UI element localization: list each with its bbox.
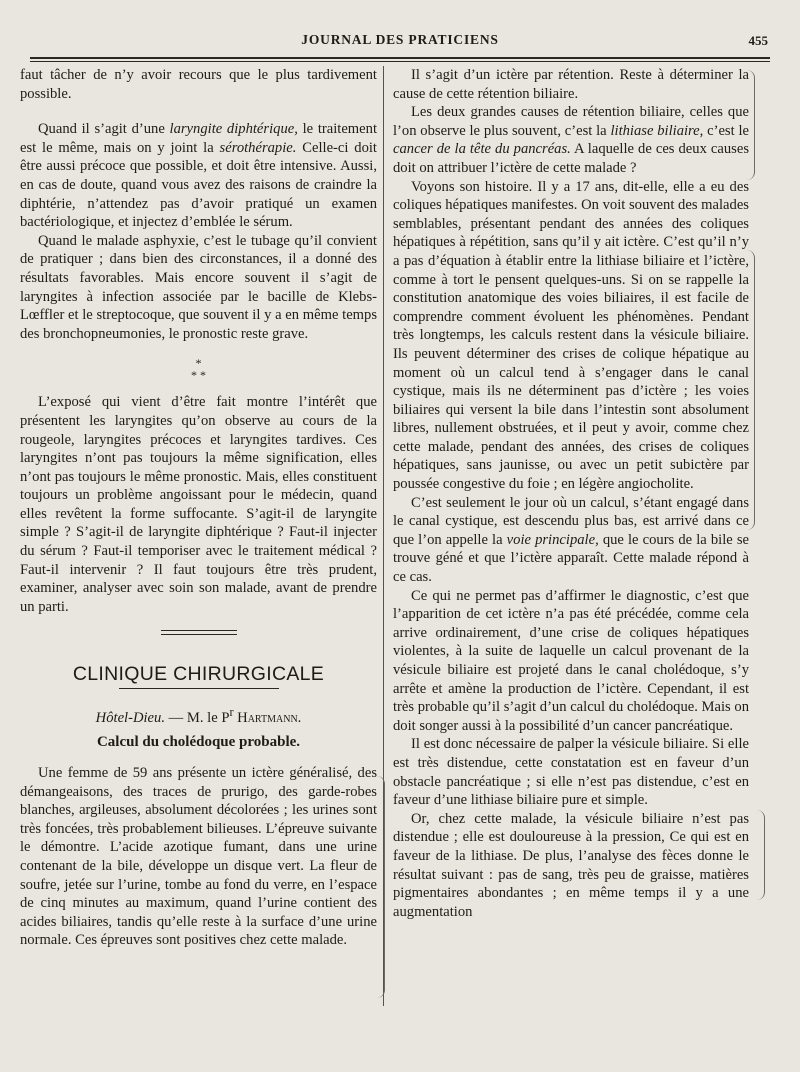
title-rule [119,688,279,689]
right-column [393,66,749,921]
italic-term: sérothérapie. [219,139,297,156]
asterism-separator [20,357,377,381]
text-run: C’est seulement le jour où un calcul, s’étant engagé dans le canal cystique, est descendu plus bas, est arrivé dans ce que l’on appelle la [393,494,749,548]
left-column [20,66,377,950]
paragraph: Il est donc nécessaire de palper la vésicule biliaire. Si elle est très distendue, cette constatation est en faveur d’un obstacle pancréatique ; si elle n’est pas distendue, c’est en faveur d’une lithiase biliaire pure et simple. [393,736,749,809]
pencil-margin-mark [752,810,765,900]
running-head: JOURNAL DES PRATICIENS [301,32,499,47]
pencil-margin-mark [372,776,385,998]
section-title: CLINIQUE CHIRURGICALE [72,663,325,686]
paragraph: faut tâcher de n’y avoir recours que le plus tardivement possible. [20,67,377,102]
text-run: que le cours de la bile se trouve géné et que l’ictère apparaît. Cette malade répond à ce cas. [393,531,749,586]
author-name: Hartmann. [233,709,302,726]
pencil-margin-mark [742,250,755,530]
location-text: — M. le P [164,709,230,726]
asterism-top: * [195,356,202,371]
paragraph: Il s’agit d’un ictère par rétention. Reste à déterminer la cause de cette rétention biliaire. [393,67,749,102]
paragraph-calcul [393,494,749,587]
text-run: Les deux grandes causes de rétention biliaire, celles que l’on observe le plus souvent, c’est la [393,104,749,139]
section-double-rule [161,630,237,635]
article-location [20,703,377,727]
paragraph-diphtheria [20,120,377,232]
location-superscript: r [229,705,234,720]
text-run: le traitement est le même, mais on y joint la [20,121,377,156]
text-run: A laquelle de ces deux causes doit on attribuer l’ictère de cette malade ? [393,141,749,176]
italic-term: lithiase biliaire, [610,122,704,139]
pencil-margin-mark [742,70,755,180]
asterism-bottom: * * [191,368,206,383]
text-run: c’est le [703,122,749,139]
paragraph: L’exposé qui vient d’être fait montre l’intérêt que présentent les laryngites qu’on observe au cours de la rougeole, laryngites précoces et laryngites tardives. Ces laryngites n’ont pas toujours la même signification, elles n’ont pas toujours le même pronostic. Mais, elles constituent toujours un problème angoissant pour le médecin, quand elles revêtent la forme suffocante. S’agit-il de laryngite simple ? S’agit-il de laryngite diphtérique ? Faut-il injecter du sérum ? Faut-il temporiser avec le traitement médical ? Faut-il intervenir ? Il faut toujours être très prudent, examiner, analyser avec soin son malade, avant de prendre un parti. [20,394,377,615]
location-italic: Hôtel-Dieu. [95,709,165,726]
header-double-rule [30,57,770,62]
paragraph-causes [393,103,749,177]
italic-term: laryngite diphtérique, [169,121,298,138]
text-run: Celle-ci doit être aussi précoce que possible, et doit être intensive. Aussi, en cas de doute, quand vous avez des raisons de craindre la diphtérie, n’attendez pas d’avoir pratiqué un examen bactériologique, et injectez d’emblée le sérum. [20,139,377,231]
page-header [30,30,770,54]
paragraph: Voyons son histoire. Il y a 17 ans, dit-elle, elle a eu des coliques hépatiques manifestes. On voit souvent des malades semblables, présentant pendant des années des coliques hépatiques à répétition, sans qu’il y ait ictère. C’est qu’il n’y a pas d’équation à établir entre la lithiase biliaire et l’ictère, comme à tort le pensent quelques-uns. Si on se rappelle la constitution anatomique des voies biliaires, il est facile de comprendre comment évoluent les phénomènes. Pendant très longtemps, les calculs restent dans la vésicule biliaire. Ils peuvent déterminer des crises de colique hépatique au moment où un calcul tend à s’engager dans le canal cystique, mais ils ne déterminent pas d’ictère ; les voies biliaires qui versent la bile dans l’intestin sont absolument libres, nullement obstruées, et il peut y avoir, comme chez cette malade, pendant des années, des crises de coliques hépatiques, sans jaunisse, ou avec un petit subictère par poussée congestive du foie ; en légère angiocholite. [393,178,749,493]
paragraph: Une femme de 59 ans présente un ictère généralisé, des démangeaisons, des traces de prurigo, des garde-robes blanches, argileuses, absolument décolorées ; les urines sont très foncées, très probablement bilieuses. L’épreuve suivante le démontre. L’acide azotique fumant, dans une urine contenant de la bile, développe un disque vert. La fleur de soufre, jetée sur l’urine, tombe au fond du verre, en l’espace de cinq minutes au maximum, quand l’urine contient des acides biliaires, tandis qu’elle reste à la surface d’une urine normale. Ces épreuves sont positives chez cette malade. [20,765,377,949]
paragraph: Quand le malade asphyxie, c’est le tubage qu’il convient de pratiquer ; dans bien des circonstances, il a donné des résultats favorables. Mais encore souvent il s’agit de laryngites à infection associée par le bacille de Klebs-Lœffler et le streptocoque, que souvent il y a en même temps des bronchopneumonies, le pronostic reste grave. [20,232,377,342]
italic-term: voie principale, [506,531,599,548]
page-number: 455 [748,33,768,48]
paragraph: Ce qui ne permet pas d’affirmer le diagnostic, c’est que l’apparition de cet ictère n’a pas été précédée, comme cela arrive ordinairement, d’une crise de coliques hépatiques violentes, à la suite de laquelle un calcul provenant de la vésicule biliaire est projeté dans le canal cholédoque, s’y arrête et amène la production de l’ictère. Cependant, il est très probable qu’il s’agit d’un calcul du cholédoque. Mais on doit songer aussi à la possibilité d’un cancer pancréatique. [393,587,749,734]
text-run: Quand il s’agit d’une [38,121,170,138]
article-subhead: Calcul du cholédoque probable. [96,734,301,751]
paragraph: Or, chez cette malade, la vésicule biliaire n’est pas distendue ; elle est douloureuse à la pression, Ce qui est en faveur de la lithiase. De plus, l’analyse des fèces donne le résultat suivant : pas de sang, très peu de graisse, matières pigmentaires abondantes ; en même temps il y a une augmentation [393,810,749,920]
italic-term: cancer de la tête du pancréas. [393,141,571,158]
